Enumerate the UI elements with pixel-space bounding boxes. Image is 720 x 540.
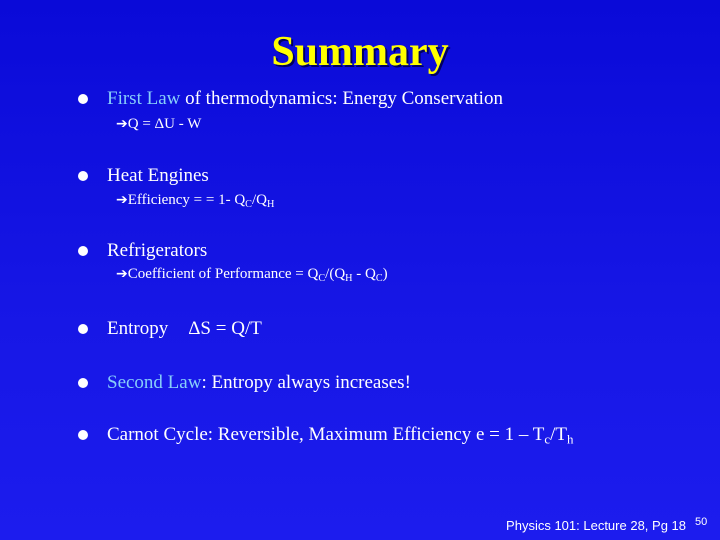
bullet-text xyxy=(107,424,574,448)
cop-prefix: Coefficient of Performance = Q xyxy=(127,266,319,282)
efficiency-prefix: Efficiency = = 1- Q xyxy=(127,192,246,208)
bullet-dot-icon xyxy=(78,378,88,388)
efficiency-slash: /Q xyxy=(251,192,267,208)
entropy-label: Entropy xyxy=(107,318,169,339)
first-law-sub-point xyxy=(116,116,201,133)
second-law-term: Second Law xyxy=(107,372,202,393)
bullet-text xyxy=(107,372,411,394)
bullet-text xyxy=(107,88,503,110)
entropy-formula: ΔS = Q/T xyxy=(188,318,262,339)
bullet-dot-icon xyxy=(78,171,88,181)
refrigerators-label: Refrigerators xyxy=(107,240,208,261)
second-law-description: : Entropy always increases! xyxy=(201,372,411,393)
subscript-c: C xyxy=(375,272,383,284)
subscript-h: h xyxy=(567,431,574,447)
subscript-c: C xyxy=(318,272,326,284)
carnot-text: Carnot Cycle: Reversible, Maximum Efficiency e = 1 – T xyxy=(107,424,545,445)
arrow-right-icon: ➔ xyxy=(116,266,128,282)
subscript-h: H xyxy=(266,198,275,210)
subscript-c: C xyxy=(245,198,252,210)
heat-engines-sub-point xyxy=(116,192,274,210)
first-law-equation: Q = ΔU - W xyxy=(127,116,202,132)
bullet-dot-icon xyxy=(78,246,88,256)
page-number: 50 xyxy=(695,516,708,528)
slide-footer: Physics 101: Lecture 28, Pg 18 xyxy=(506,518,686,533)
subscript-h: H xyxy=(345,272,353,284)
cop-close: ) xyxy=(382,266,388,282)
cop-minus: - Q xyxy=(352,266,376,282)
arrow-right-icon: ➔ xyxy=(116,116,128,132)
first-law-term: First Law xyxy=(107,88,181,109)
subscript-c: c xyxy=(544,431,551,447)
slide-title: Summary xyxy=(271,29,449,75)
bullet-text xyxy=(107,318,262,340)
bullet-dot-icon xyxy=(78,94,88,104)
bullet-dot-icon xyxy=(78,324,88,334)
cop-middle: /(Q xyxy=(325,266,346,282)
first-law-description: of thermodynamics: Energy Conservation xyxy=(180,88,503,109)
heat-engines-label: Heat Engines xyxy=(107,165,209,186)
carnot-slash: /T xyxy=(550,424,568,445)
bullet-dot-icon xyxy=(78,430,88,440)
refrigerators-sub-point xyxy=(116,266,388,284)
arrow-right-icon: ➔ xyxy=(116,192,128,208)
